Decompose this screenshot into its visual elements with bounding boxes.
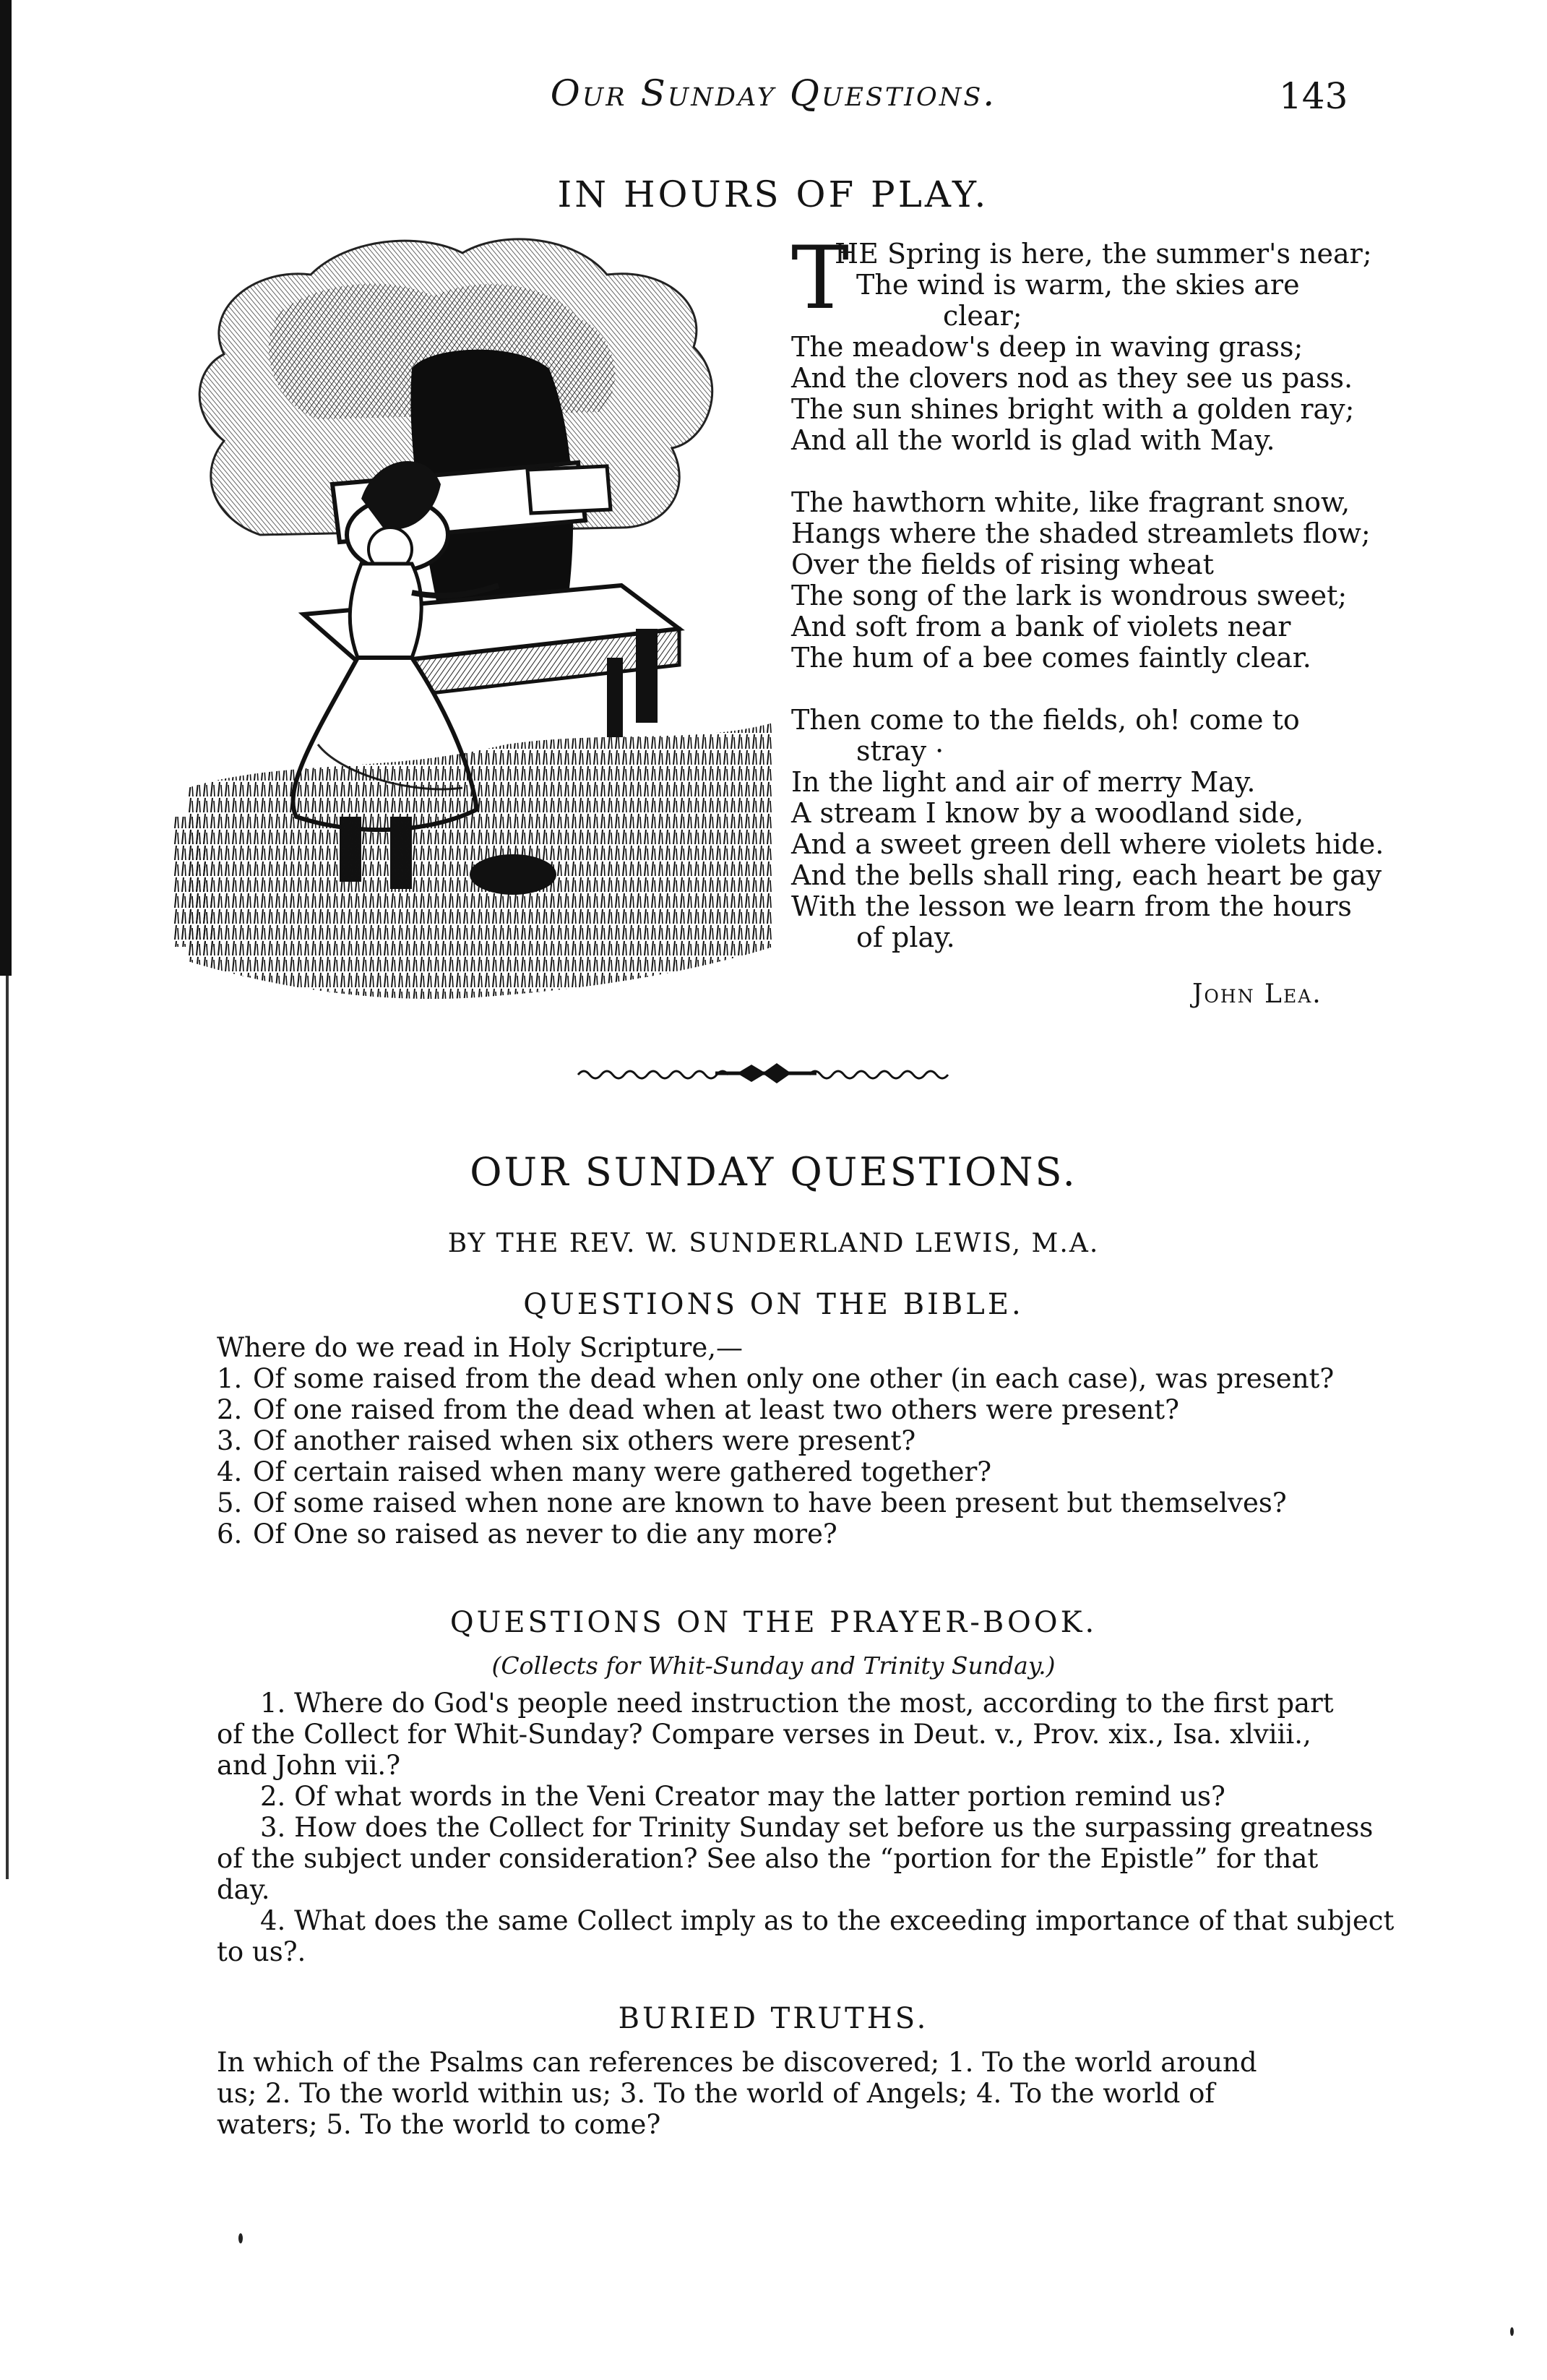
poem-line: A stream I know by a woodland side, [791, 797, 1304, 829]
poem-line: The song of the lark is wondrous sweet; [791, 580, 1348, 611]
running-head: Our Sunday Questions. [550, 72, 997, 114]
question-line: of the Collect for Whit-Sunday? Compare verses in Deut. v., Prov. xix., Isa. xlviii., [217, 1719, 1311, 1750]
list-item: 6. Of One so raised as never to die any more? [217, 1518, 837, 1550]
poem-line: And soft from a bank of violets near [791, 611, 1291, 643]
stanza-2 [791, 487, 1384, 674]
byline: BY THE REV. W. SUNDERLAND LEWIS, M.A. [447, 1229, 1100, 1258]
paragraph-line: waters; 5. To the world to come? [217, 2109, 661, 2140]
poem-first-line [791, 228, 1384, 332]
poem-line: HE Spring is here, the summer's near; [835, 238, 1372, 270]
poem-line: Over the fields of rising wheat [791, 549, 1214, 580]
poem-line: of play. [856, 922, 955, 953]
poem-line: clear; [943, 300, 1022, 332]
collect-note: (Collects for Whit-Sunday and Trinity Sunday.) [491, 1651, 1056, 1680]
binding-edge [0, 0, 12, 976]
question-line: 1. Where do God's people need instruction the most, according to the first part [260, 1688, 1334, 1719]
paragraph-line: In which of the Psalms can references be discovered; 1. To the world around [217, 2047, 1257, 2078]
buried-truths-text [217, 2047, 1373, 2140]
poem-line: And a sweet green dell where violets hide. [791, 828, 1384, 860]
question-line: 3. How does the Collect for Trinity Sunday set before us the surpassing greatness [260, 1812, 1374, 1843]
poem-line: The wind is warm, the skies are [856, 269, 1300, 301]
poem-line: Then come to the fields, oh! come to [791, 704, 1300, 736]
prayer-book-heading: QUESTIONS ON THE PRAYER-BOOK. [449, 1606, 1098, 1639]
list-item: 4. Of certain raised when many were gathered together? [217, 1456, 992, 1487]
question-line: day. [217, 1874, 270, 1905]
poem-line: The hum of a bee comes faintly clear. [791, 642, 1311, 674]
list-item: 3. Of another raised when six others were present? [217, 1425, 916, 1456]
list-item: 2. Of one raised from the dead when at least two others were present? [217, 1394, 1179, 1425]
buried-truths-heading: BURIED TRUTHS. [618, 2002, 929, 2035]
grass-ground [173, 723, 773, 999]
paragraph-line: us; 2. To the world within us; 3. To the world of Angels; 4. To the world of [217, 2078, 1215, 2109]
question-line: and John vii.? [217, 1750, 401, 1781]
poem-line: With the lesson we learn from the hours [791, 890, 1352, 922]
question-line: of the subject under consideration? See also the “portion for the Epistle” for that [217, 1843, 1319, 1874]
list-item: 1. Of some raised from the dead when only one other (in each case), was present? [217, 1363, 1335, 1394]
ink-speck [238, 2233, 243, 2243]
poem-line: And all the world is glad with May. [791, 424, 1275, 456]
girl-by-garden-seat-illustration [173, 224, 788, 1008]
wavy-rule-ornament [571, 1059, 975, 1088]
question-line: 4. What does the same Collect imply as to the exceeding importance of that subject [260, 1905, 1395, 1936]
poem-line: Hangs where the shaded streamlets flow; [791, 517, 1371, 549]
ink-speck [1510, 2327, 1514, 2336]
question-line: 2. Of what words in the Veni Creator may the latter portion remind us? [260, 1781, 1225, 1812]
stanza-3 [791, 705, 1384, 953]
question-line: to us?. [217, 1936, 306, 1967]
poem-line: stray · [856, 735, 944, 767]
stanza-1 [791, 228, 1384, 456]
bible-questions [217, 1332, 1373, 1550]
poem-line: The meadow's deep in waving grass; [791, 331, 1303, 363]
poem-line: And the clovers nod as they see us pass. [791, 362, 1353, 394]
poem-line: The sun shines bright with a golden ray; [791, 393, 1355, 425]
poem-title: IN HOURS OF PLAY. [557, 173, 989, 215]
binding-edge-lower [6, 976, 9, 1879]
poem-line: The hawthorn white, like fragrant snow, [791, 486, 1350, 518]
list-item: 5. Of some raised when none are known to have been present but themselves? [217, 1487, 1287, 1518]
prayer-book-questions [217, 1688, 1395, 1967]
poem-line: In the light and air of merry May. [791, 766, 1256, 798]
bible-intro: Where do we read in Holy Scripture,— [217, 1332, 744, 1363]
section-title: OUR SUNDAY QUESTIONS. [470, 1149, 1077, 1195]
poem-line: And the bells shall ring, each heart be gay [791, 859, 1382, 891]
page-number: 143 [1279, 75, 1348, 117]
poem [791, 228, 1384, 984]
drop-cap: T [791, 228, 850, 329]
poem-author: John Lea. [1192, 979, 1322, 1009]
bible-heading: QUESTIONS ON THE BIBLE. [523, 1288, 1024, 1321]
